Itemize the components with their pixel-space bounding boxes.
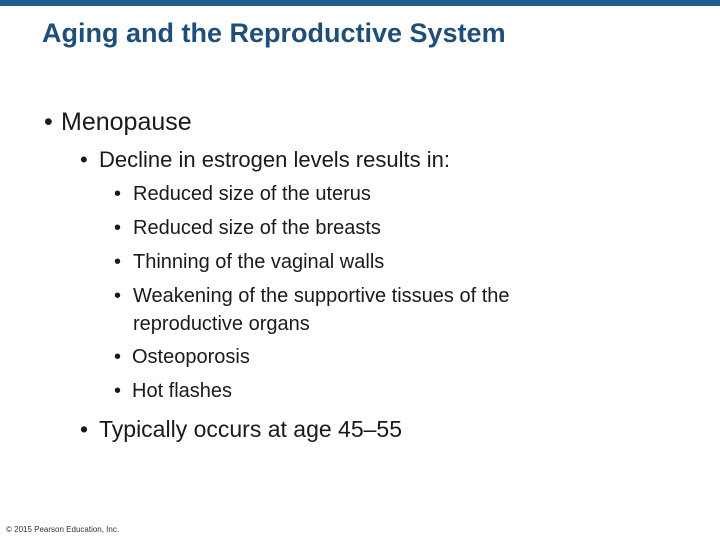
bullet-text: Hot flashes bbox=[132, 380, 233, 402]
bullet-text: Decline in estrogen levels results in: bbox=[99, 147, 450, 172]
copyright-footer: © 2015 Pearson Education, Inc. bbox=[6, 525, 120, 534]
bullet-dot: • bbox=[114, 346, 122, 368]
bullet-text: Menopause bbox=[61, 108, 192, 136]
bullet-text: Reduced size of the uterus bbox=[133, 183, 371, 205]
bullet-dot: • bbox=[114, 251, 122, 273]
top-accent-bar bbox=[0, 0, 720, 6]
bullet-dot: • bbox=[114, 183, 122, 205]
bullet-dot: • bbox=[114, 285, 122, 307]
bullet-text: Weakening of the supportive tissues of the bbox=[133, 285, 510, 307]
bullet-text: Thinning of the vaginal walls bbox=[133, 251, 385, 273]
slide-title: Aging and the Reproductive System bbox=[42, 18, 506, 48]
bullet-text: Osteoporosis bbox=[132, 346, 250, 368]
bullet-dot: • bbox=[80, 416, 89, 442]
bullet-text: Reduced size of the breasts bbox=[133, 217, 381, 239]
bullet-dot: • bbox=[80, 147, 88, 172]
bullet-dot: • bbox=[114, 380, 122, 402]
bullet-text: Typically occurs at age 45–55 bbox=[99, 416, 403, 442]
bullet-text-continuation: reproductive organs bbox=[133, 313, 310, 335]
bullet-dot: • bbox=[44, 108, 53, 136]
bullet-dot: • bbox=[114, 217, 122, 239]
